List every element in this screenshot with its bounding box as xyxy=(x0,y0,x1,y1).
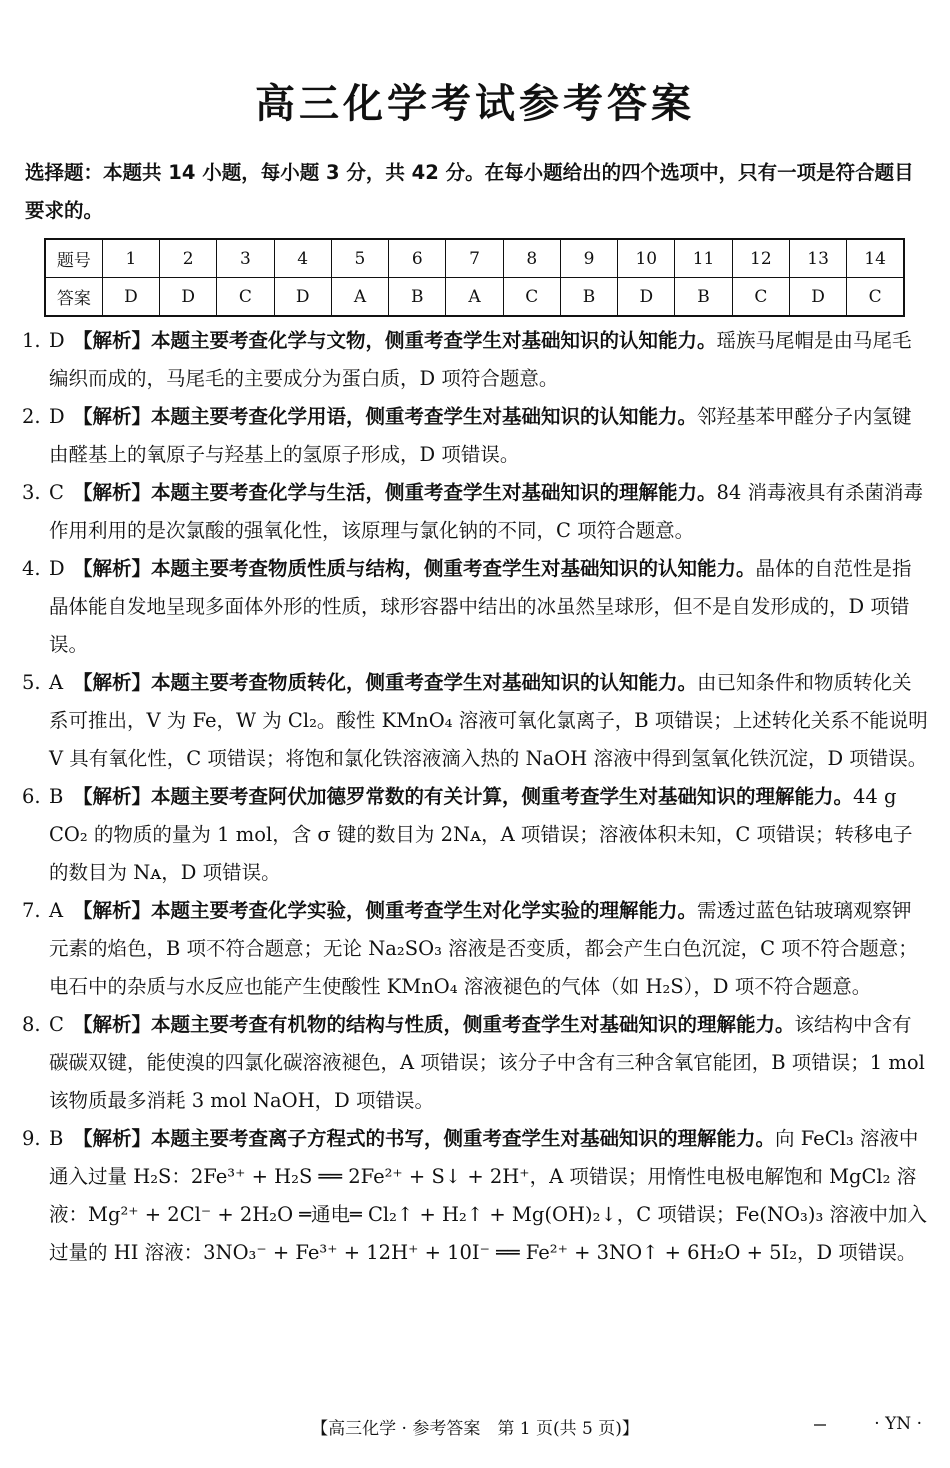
explanation-item xyxy=(22,398,928,474)
question-answer: B xyxy=(49,785,64,808)
question-number: 4. xyxy=(22,557,41,580)
answer-cell: C xyxy=(217,278,274,317)
question-answer: B xyxy=(49,1127,64,1150)
explanation-item xyxy=(22,892,928,1006)
question-answer: C xyxy=(49,1013,64,1036)
question-number: 13 xyxy=(789,239,846,278)
answer-cell: D xyxy=(789,278,846,317)
explanation-item xyxy=(22,1120,928,1272)
question-number: 7. xyxy=(22,899,41,922)
answer-cell: C xyxy=(847,278,904,317)
page-footer: 【高三化学 · 参考答案 第 1 页(共 5 页)】 xyxy=(311,1419,639,1439)
question-number: 9. xyxy=(22,1127,41,1150)
analysis-body: 邻羟基苯甲醛分子内氢键由醛基上的氧原子与羟基上的氢原子形成，D 项错误。 xyxy=(49,405,912,466)
explanation-item xyxy=(22,664,928,778)
analysis-body: 该结构中含有碳碳双键，能使溴的四氯化碳溶液褪色，A 项错误；该分子中含有三种含氧官能团，B 项错误；1 mol 该物质最多消耗 3 mol NaOH，D 项错误。 xyxy=(49,1013,925,1112)
answer-cell: A xyxy=(446,278,503,317)
footer-code: · YN · xyxy=(874,1414,922,1434)
explanation-item xyxy=(22,322,928,398)
answer-cell: D xyxy=(160,278,217,317)
row-label: 答案 xyxy=(45,278,102,317)
question-number: 2 xyxy=(160,239,217,278)
analysis-lead: 【解析】本题主要考查物质性质与结构，侧重考查学生对基础知识的认知能力。 xyxy=(73,557,756,580)
answer-cell: D xyxy=(274,278,331,317)
answer-cell: D xyxy=(102,278,159,317)
question-answer: D xyxy=(49,557,65,580)
question-number: 5 xyxy=(331,239,388,278)
question-number: 1 xyxy=(102,239,159,278)
answer-cell: C xyxy=(503,278,560,317)
explanation-item xyxy=(22,1006,928,1120)
question-number: 3 xyxy=(217,239,274,278)
analysis-lead: 【解析】本题主要考查有机物的结构与性质，侧重考查学生对基础知识的理解能力。 xyxy=(73,1013,795,1036)
section-intro: 选择题：本题共 14 小题，每小题 3 分，共 42 分。在每小题给出的四个选项中，只有一项是符合题目要求的。 xyxy=(25,161,914,222)
question-number: 9 xyxy=(560,239,617,278)
analysis-lead: 【解析】本题主要考查化学实验，侧重考查学生对化学实验的理解能力。 xyxy=(73,899,698,922)
answer-table xyxy=(44,238,905,317)
answer-cell: B xyxy=(389,278,446,317)
answer-cell: C xyxy=(732,278,789,317)
question-number: 7 xyxy=(446,239,503,278)
question-number: 8 xyxy=(503,239,560,278)
question-number: 4 xyxy=(274,239,331,278)
answer-cell: D xyxy=(618,278,675,317)
question-answer: A xyxy=(49,899,64,922)
question-answer: C xyxy=(49,481,64,504)
analysis-lead: 【解析】本题主要考查离子方程式的书写，侧重考查学生对基础知识的理解能力。 xyxy=(73,1127,776,1150)
analysis-body: 瑶族马尾帽是由马尾毛编织而成的，马尾毛的主要成分为蛋白质，D 项符合题意。 xyxy=(49,329,912,390)
explanation-item xyxy=(22,550,928,664)
analysis-body: 44 g CO₂ 的物质的量为 1 mol，含 σ 键的数目为 2Nᴀ，A 项错误；溶液体积未知，C 项错误；转移电子的数目为 Nᴀ，D 项错误。 xyxy=(49,785,913,884)
answer-cell: B xyxy=(560,278,617,317)
question-answer: A xyxy=(49,671,64,694)
question-number: 6 xyxy=(389,239,446,278)
question-number: 11 xyxy=(675,239,732,278)
question-answer: D xyxy=(49,329,65,352)
question-number: 2. xyxy=(22,405,41,428)
page-title: 高三化学考试参考答案 xyxy=(255,81,695,127)
analysis-body: 84 消毒液具有杀菌消毒作用利用的是次氯酸的强氧化性，该原理与氯化钠的不同，C 项符合题意。 xyxy=(49,481,924,542)
analysis-lead: 【解析】本题主要考查化学与生活，侧重考查学生对基础知识的理解能力。 xyxy=(73,481,717,504)
analysis-body: 向 FeCl₃ 溶液中通入过量 H₂S：2Fe³⁺ + H₂S ══ 2Fe²⁺ + S↓ + 2H⁺，A 项错误；用惰性电极电解饱和 MgCl₂ 溶液：Mg²⁺ + 2Cl⁻ + 2H₂O ═通电═ Cl₂↑ + H₂↑ + Mg(OH)₂↓，C 项错误；Fe(NO₃)₃ 溶液中加入过量的 HI 溶液：3NO₃⁻ + Fe³⁺ + 12H⁺ + 10I⁻ ══ Fe²⁺ + 3NO↑ + 6H₂O + 5I₂，D 项错误。 xyxy=(49,1127,927,1264)
analysis-body: 由已知条件和物质转化关系可推出，V 为 Fe，W 为 Cl₂。酸性 KMnO₄ 溶液可氧化氯离子，B 项错误；上述转化关系不能说明 V 具有氧化性，C 项错误；将饱和氯化铁溶液滴入热的 NaOH 溶液中得到氢氧化铁沉淀，D 项错误。 xyxy=(49,671,928,770)
question-number: 14 xyxy=(847,239,904,278)
analysis-body: 晶体的自范性是指晶体能自发地呈现多面体外形的性质，球形容器中结出的冰虽然呈球形，但不是自发形成的，D 项错误。 xyxy=(49,557,912,656)
question-number-row xyxy=(45,239,904,278)
question-number: 5. xyxy=(22,671,41,694)
explanation-item xyxy=(22,778,928,892)
analysis-body: 需透过蓝色钴玻璃观察钾元素的焰色，B 项不符合题意；无论 Na₂SO₃ 溶液是否变质，都会产生白色沉淀，C 项不符合题意；电石中的杂质与水反应也能产生使酸性 KMnO₄ 溶液褪色的气体（如 H₂S），D 项不符合题意。 xyxy=(49,899,918,998)
analysis-lead: 【解析】本题主要考查物质转化，侧重考查学生对基础知识的认知能力。 xyxy=(73,671,698,694)
analysis-lead: 【解析】本题主要考查化学与文物，侧重考查学生对基础知识的认知能力。 xyxy=(73,329,717,352)
question-number: 12 xyxy=(732,239,789,278)
question-number: 3. xyxy=(22,481,41,504)
question-number: 8. xyxy=(22,1013,41,1036)
question-number: 6. xyxy=(22,785,41,808)
answer-row xyxy=(45,278,904,317)
analysis-lead: 【解析】本题主要考查阿伏加德罗常数的有关计算，侧重考查学生对基础知识的理解能力。 xyxy=(73,785,854,808)
explanation-list xyxy=(22,322,928,1272)
answer-cell: A xyxy=(331,278,388,317)
explanation-item xyxy=(22,474,928,550)
question-number: 10 xyxy=(618,239,675,278)
question-answer: D xyxy=(49,405,65,428)
question-number: 1. xyxy=(22,329,41,352)
answer-cell: B xyxy=(675,278,732,317)
analysis-lead: 【解析】本题主要考查化学用语，侧重考查学生对基础知识的认知能力。 xyxy=(73,405,698,428)
row-label: 题号 xyxy=(45,239,102,278)
